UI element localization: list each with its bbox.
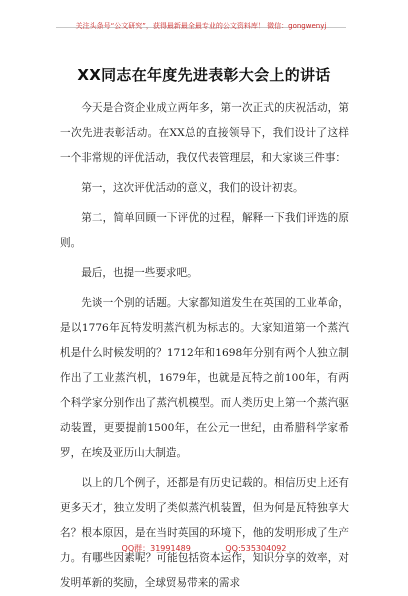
- header-banner-text: 关注头条号“公文研究”，获得最新最全最专业的公文资料库！ 微信：gongwenyj: [75, 22, 327, 30]
- document-title: XX同志在年度先进表彰大会上的讲话: [77, 66, 331, 84]
- header-banner: [56, 13, 346, 28]
- footer-contact: [0, 543, 408, 554]
- paragraph-point-two: 第二，简单回顾一下评优的过程，解释一下我们评选的原则。: [60, 212, 349, 249]
- paragraph-point-one: 第一，这次评优活动的意义，我们的设计初衷。: [81, 182, 304, 194]
- document-body: [60, 96, 349, 596]
- paragraph-examples: 以上的几个例子，还都是有历史记载的。相信历史上还有更多天才，独立发明了类似蒸汽机装置，但为何是瓦特独享大名？根本原因，是在当时英国的环境下，他的发明形成了生产力。有哪些因素呢？可能包括资本运作，知识分享的效率，对发明革新的奖励，全球贸易带来的需求: [60, 477, 349, 589]
- paragraph-point-three: 最后，也提一些要求吧。: [81, 267, 198, 279]
- footer-qq-group: QQ群：31991489: [121, 544, 191, 553]
- paragraph-intro: 今天是合资企业成立两年多，第一次正式的庆祝活动，第一次先进表彰活动。在XX总的直接领导下，我们设计了这样一个非常规的评优活动，我仅代表管理层，和大家谈三件事：: [60, 102, 349, 164]
- footer-qq: QQ:535304092: [225, 544, 287, 553]
- paragraph-steam-engine: 先谈一个别的话题。大家都知道发生在英国的工业革命，是以1776年瓦特发明蒸汽机为标志的。大家知道第一个蒸汽机是什么时候发明的？1712年和1698年分别有两个人独立制作出了工业蒸汽机，1679年，也就是瓦特之前100年，有两个科学家分别作出了蒸汽机模型。而人类历史上第一个蒸汽驱动装置，更要提前1500年，在公元一世纪，由希腊科学家希罗，在埃及亚历山大制造。: [60, 297, 349, 459]
